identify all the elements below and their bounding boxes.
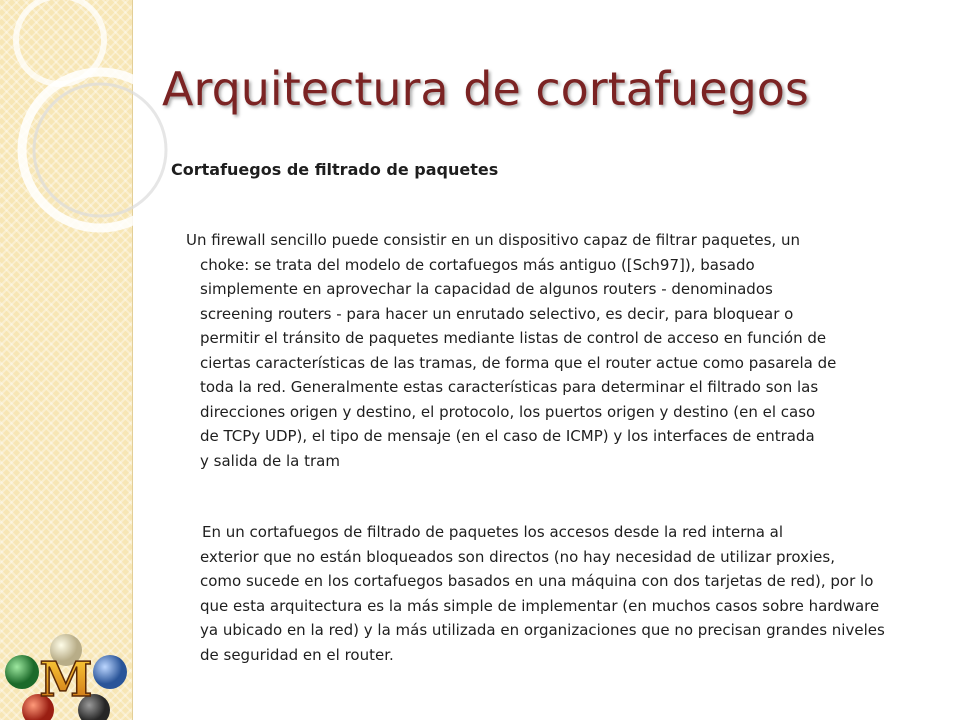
logo-letter: M [39, 652, 93, 708]
paragraph-line: como sucede en los cortafuegos basados en una máquina con dos tarjetas de red), por lo [200, 572, 874, 590]
slide-title: Arquitectura de cortafuegos [162, 62, 809, 116]
paragraph-access [200, 520, 920, 667]
paragraph-line: de seguridad en el router. [200, 645, 394, 664]
paragraph-line: permitir el tránsito de paquetes mediante listas de control de acceso en función de [200, 329, 827, 347]
decorative-ring-small [16, 0, 104, 84]
decorative-rings [0, 0, 200, 300]
paragraph-line: ya ubicado en la red) y la más utilizada en organizaciones que no precisan grandes niveles [200, 621, 885, 639]
blue-mana-orb [93, 655, 127, 689]
decorative-ring-inner [34, 84, 166, 216]
paragraph-line: de TCPy UDP), el tipo de mensaje (en el caso de ICMP) y los interfaces de entrada [200, 427, 815, 445]
paragraph-line: ciertas características de las tramas, de forma que el router actue como pasarela de [200, 353, 837, 372]
paragraph-line: En un cortafuegos de filtrado de paquetes los accesos desde la red interna al [202, 523, 784, 541]
paragraph-line: que esta arquitectura es la más simple de implementar (en muchos casos sobre hardware [200, 596, 880, 615]
paragraph-line: toda la red. Generalmente estas características para determinar el filtrado son las [200, 378, 819, 396]
paragraph-line: direcciones origen y destino, el protocolo, los puertos origen y destino (en el caso [200, 402, 816, 421]
paragraph-line: screening routers - para hacer un enrutado selectivo, es decir, para bloquear o [200, 304, 794, 323]
decorative-ring-outer [22, 72, 178, 228]
slide-subtitle: Cortafuegos de filtrado de paquetes [171, 160, 499, 179]
paragraph-line: exterior que no están bloqueados son directos (no hay necesidad de utilizar proxies, [200, 547, 835, 566]
paragraph-packet-filter [186, 228, 920, 473]
magic-logo-icon [0, 632, 132, 720]
paragraph-line: y salida de la tram [200, 451, 340, 470]
paragraph-line: simplemente en aprovechar la capacidad de algunos routers - denominados [200, 280, 773, 298]
paragraph-line: Un firewall sencillo puede consistir en un dispositivo capaz de filtrar paquetes, un [186, 231, 800, 249]
green-mana-orb [5, 655, 39, 689]
paragraph-line: choke: se trata del modelo de cortafuegos más antiguo ([Sch97]), basado [200, 255, 755, 274]
